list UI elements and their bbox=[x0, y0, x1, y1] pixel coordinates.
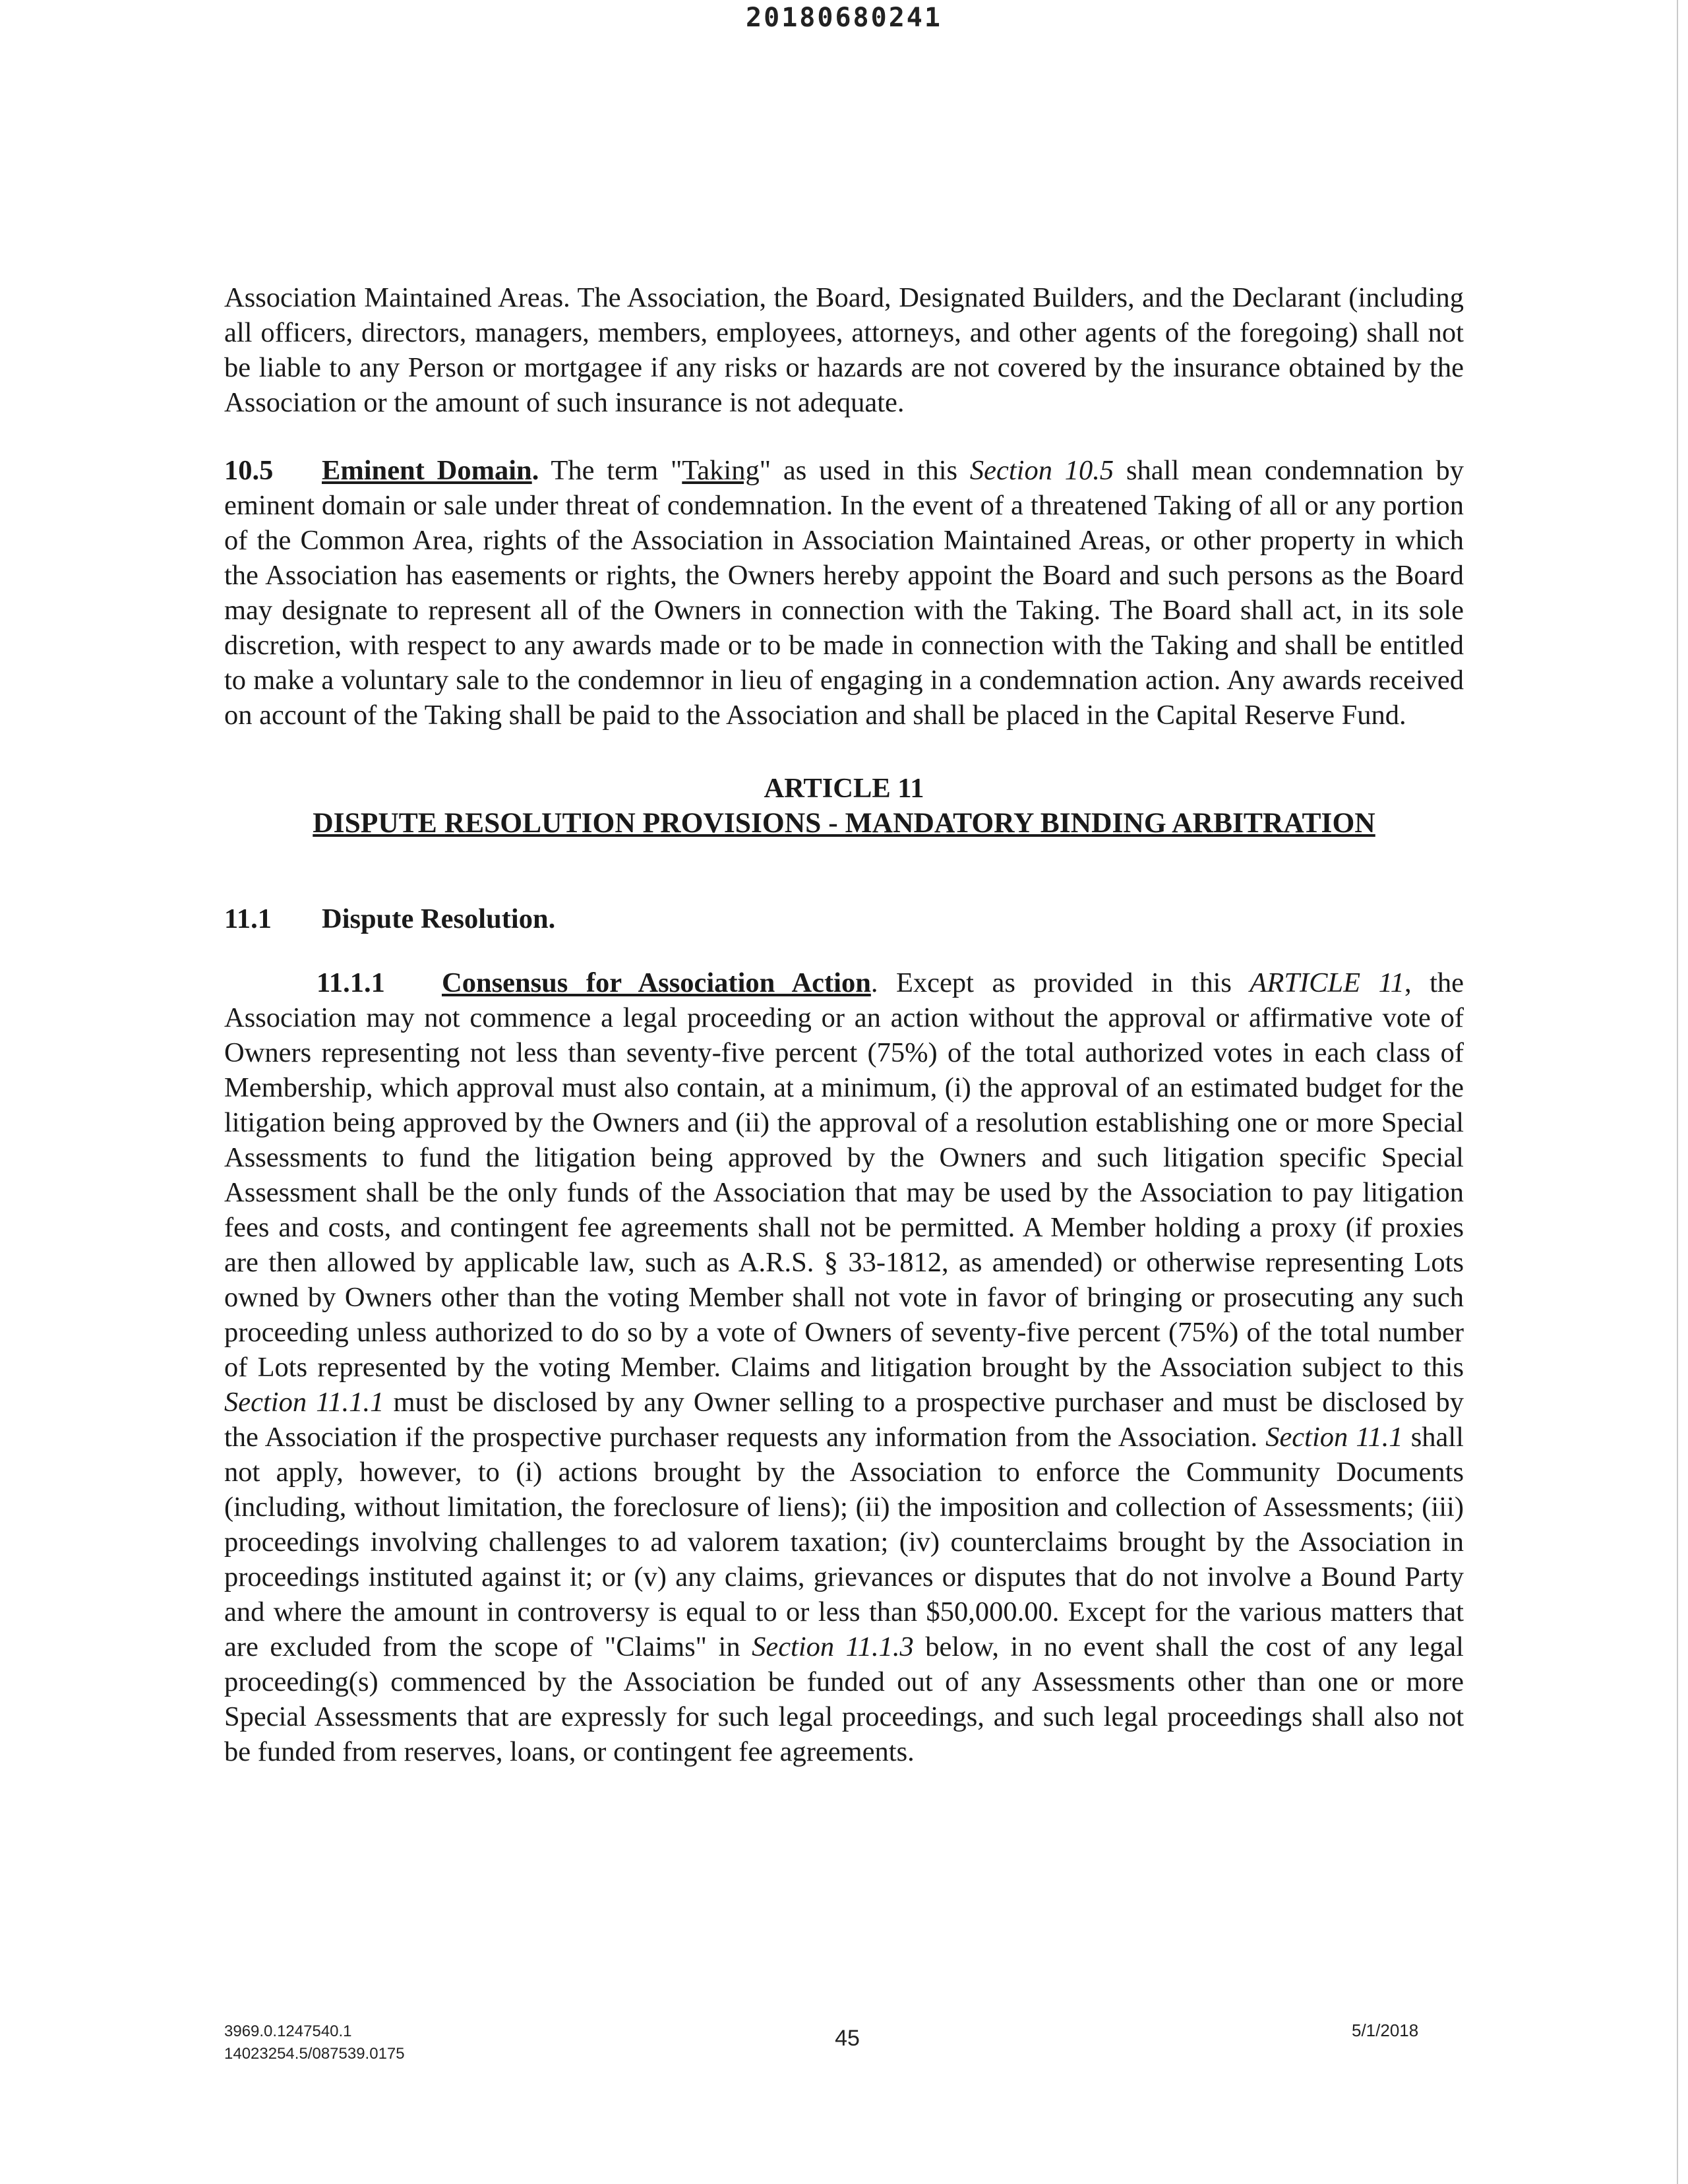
section-11-1-1-number: 11.1.1 bbox=[316, 967, 385, 998]
footer-document-ids bbox=[224, 2020, 405, 2065]
section-10-5-text-3: shall mean condemnation by eminent domain or sale under threat of condemnation. In the event of a threatened Taking of all or any portion of the Common Area, rights of the Association in Association Maintained Areas, or other property in which the Association has easements or rights, the Owners hereby appoint the Board and such persons as the Board may designate to represent all of the Owners in connection with the Taking. The Board shall act, in its sole discretion, with respect to any awards made or to be made in connection with the Taking and shall be entitled to make a voluntary sale to the condemnor in lieu of engaging in a condemnation action. Any awards received on account of the Taking shall be paid to the Association and shall be placed in the Capital Reserve Fund. bbox=[224, 455, 1464, 731]
section-10-5-text-2: " as used in this bbox=[759, 455, 970, 486]
scan-edge-line bbox=[1677, 0, 1678, 2184]
section-11-1-1-text-5: below, in no event shall the cost of any legal proceeding(s) commenced by the Association be funded out of any Assessments other than one or more Special Assessments that are expressly for such legal proceedings, and such legal proceedings shall also not be funded from reserves, loans, or contingent fee agreements. bbox=[224, 1631, 1464, 1767]
section-10-5-title-period: . bbox=[531, 455, 539, 486]
section-11-1-heading bbox=[224, 901, 1464, 936]
section-10-5-paragraph bbox=[224, 453, 1464, 733]
footer-doc-id-2: 14023254.5/087539.0175 bbox=[224, 2045, 405, 2063]
section-10-5-text-1: The term " bbox=[539, 455, 682, 486]
section-11-1-number: 11.1 bbox=[224, 903, 272, 934]
section-reference: Section 11.1.3 bbox=[752, 1631, 914, 1662]
document-body bbox=[224, 280, 1464, 1769]
footer-doc-id-1: 3969.0.1247540.1 bbox=[224, 2022, 352, 2040]
section-11-1-title: Dispute Resolution. bbox=[322, 903, 556, 934]
recording-number: 20180680241 bbox=[746, 3, 942, 33]
article-heading bbox=[224, 771, 1464, 841]
section-reference: Section 11.1.1 bbox=[224, 1387, 384, 1418]
section-11-1-1-title: Consensus for Association Action bbox=[442, 967, 871, 998]
article-label: ARTICLE 11 bbox=[764, 773, 924, 804]
section-11-1-1-text-4: shall not apply, however, to (i) actions brought by the Association to enforce the Community Documents (including, without limitation, the foreclosure of liens); (ii) the imposition and collection of Assessments; (iii) proceedings involving challenges to ad valorem taxation; (iv) counterclaims brought by the Association in proceedings instituted against it; or (v) any claims, grievances or disputes that do not involve a Bound Party and where the amount in controversy is equal to or less than $50,000.00. Except for the various matters that are excluded from the scope of "Claims" in bbox=[224, 1422, 1464, 1662]
footer-date: 5/1/2018 bbox=[1352, 2020, 1419, 2040]
article-title: DISPUTE RESOLUTION PROVISIONS - MANDATORY BINDING ARBITRATION bbox=[313, 807, 1375, 839]
section-11-1-1-paragraph bbox=[224, 965, 1464, 1769]
section-reference: Section 10.5 bbox=[969, 455, 1114, 486]
section-10-5-title: Eminent Domain bbox=[322, 455, 532, 486]
section-11-1-1-title-period: . bbox=[870, 967, 878, 998]
page-number: 45 bbox=[835, 2026, 860, 2051]
section-10-5-number: 10.5 bbox=[224, 455, 274, 486]
section-11-1-1-text-2: , the Association may not commence a legal proceeding or an action without the approval or affirmative vote of Owners representing not less than seventy-five percent (75%) of the total authorized votes in each class of Membership, which approval must also contain, at a minimum, (i) the approval of an estimated budget for the litigation being approved by the Owners and (ii) the approval of a resolution establishing one or more Special Assessments to fund the litigation being approved by the Owners and such litigation specific Special Assessment shall be the only funds of the Association that may be used by the Association to pay litigation fees and costs, and contingent fee agreements shall not be permitted. A Member holding a proxy (if proxies are then allowed by applicable law, such as A.R.S. § 33-1812, as amended) or otherwise representing Lots owned by Owners other than the voting Member shall not vote in favor of bringing or prosecuting any such proceeding unless authorized to do so by a vote of Owners of seventy-five percent (75%) of the total number of Lots represented by the voting Member. Claims and litigation brought by the Association subject to this bbox=[224, 967, 1464, 1383]
section-11-1-1-text-1: Except as provided in this bbox=[878, 967, 1250, 998]
section-11-1-1-text-3: must be disclosed by any Owner selling to a prospective purchaser and must be disclosed by the Association if the prospective purchaser requests any information from the Association. bbox=[224, 1387, 1464, 1453]
section-reference: Section 11.1 bbox=[1265, 1422, 1403, 1453]
defined-term-taking: Taking bbox=[682, 455, 760, 486]
insurance-paragraph: Association Maintained Areas. The Association, the Board, Designated Builders, and the Declarant (including all officers, directors, managers, members, employees, attorneys, and other agents of the foregoing) shall not be liable to any Person or mortgagee if any risks or hazards are not covered by the insurance obtained by the Association or the amount of such insurance is not adequate. bbox=[224, 282, 1464, 418]
article-reference: ARTICLE 11 bbox=[1250, 967, 1404, 998]
